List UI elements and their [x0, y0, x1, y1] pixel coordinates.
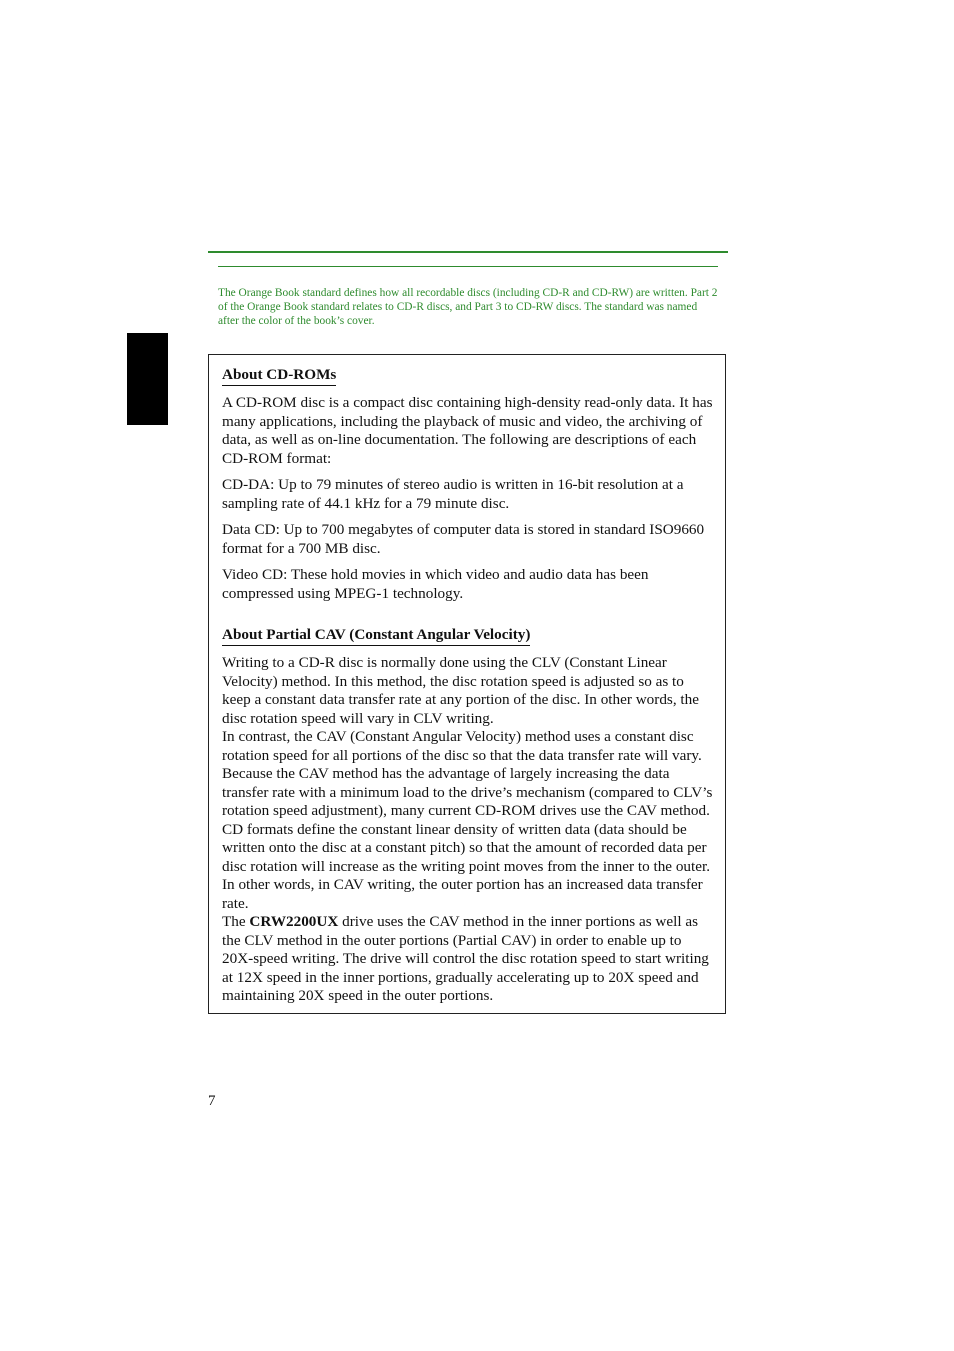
orange-book-note: The Orange Book standard defines how all recordable discs (including CD-R and CD-RW) are written. Part 2 of the Orange Book standard relates to CD-R discs, and Part 3 to CD-RW discs. The standard was named after the color of the book’s cover. — [218, 287, 718, 327]
header-rule-thin — [218, 266, 718, 267]
info-box — [208, 354, 726, 1014]
model-name: CRW2200UX — [249, 913, 339, 930]
partial-cav-body — [222, 654, 713, 1006]
crw-text: drive uses the CAV method in the inner portions as well as the CLV method in the outer portions (Partial CAV) in order to enable up to 20X-speed writing. The drive will control the disc rotation speed to start writing at 12X speed in the inner portions, gradually accelerating up to 20X speed and maintaining 20X speed in the outer portions. — [222, 913, 709, 1004]
cd-rom-intro-paragraph: A CD-ROM disc is a compact disc containing high-density read-only data. It has many applications, including the playback of music and video, the archiving of data, as well as on-line documentation. The following are descriptions of each CD-ROM format: — [222, 394, 713, 467]
section-heading-cd-roms: About CD-ROMs — [222, 365, 336, 386]
clv-paragraph: Writing to a CD-R disc is normally done using the CLV (Constant Linear Velocity) method. In this method, the disc rotation speed is adjusted so as to keep a constant data transfer rate at any portion of the disc. In other words, the disc rotation speed will vary in CLV writing. — [222, 654, 699, 727]
header-rule-thick — [208, 251, 728, 253]
data-cd-paragraph: Data CD: Up to 700 megabytes of computer data is stored in standard ISO9660 format for a 700 MB disc. — [222, 521, 705, 557]
cd-da-paragraph: CD-DA: Up to 79 minutes of stereo audio is written in 16-bit resolution at a sampling rate of 44.1 kHz for a 79 minute disc. — [222, 476, 684, 512]
section-tab-marker — [127, 333, 168, 425]
crw-prefix: The — [222, 913, 250, 930]
cav-paragraph: In contrast, the CAV (Constant Angular Velocity) method uses a constant disc rotation speed for all portions of the disc so that the data transfer rate will vary. Because the CAV method has the advantage of largely increasing the data transfer rate with a minimum load to the drive’s mechanism (compared to CLV’s rotation speed adjustment), many current CD-ROM drives use the CAV method. CD formats define the constant linear density of written data (data should be written onto the disc at a constant pitch) so that the amount of recorded data per disc rotation will increase as the writing point moves from the inner to the outer. In other words, in CAV writing, the outer portion has an increased data transfer rate. — [222, 728, 713, 912]
video-cd-paragraph: Video CD: These hold movies in which video and audio data has been compressed using MPEG-1 technology. — [222, 566, 649, 602]
section-heading-partial-cav: About Partial CAV (Constant Angular Velocity) — [222, 625, 530, 646]
page-number: 7 — [208, 1093, 216, 1109]
crw2200ux-paragraph — [222, 913, 713, 1006]
